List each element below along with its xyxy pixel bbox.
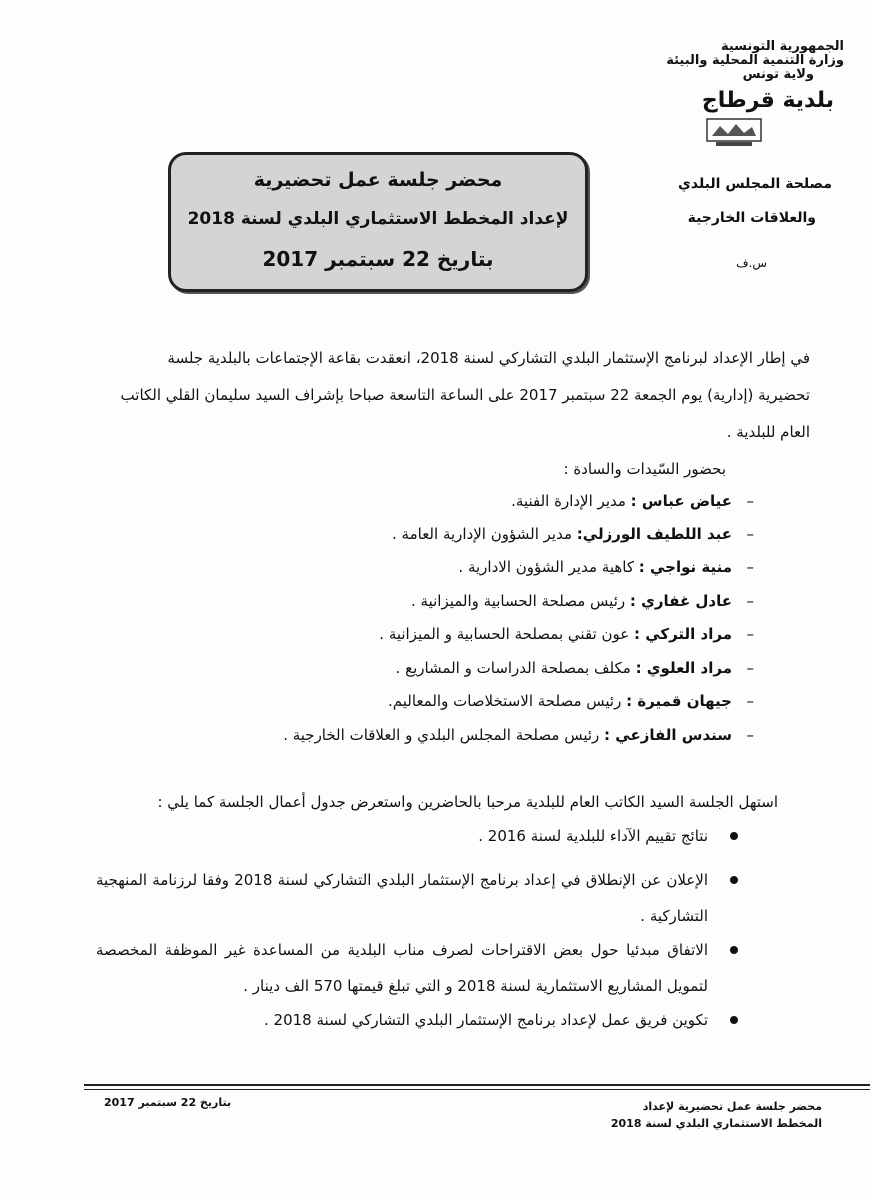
attendee-role: رئيس مصلحة المجلس البلدي و العلاقات الخارجية . [283,726,605,744]
agenda-item [96,818,708,854]
agenda-item [96,1002,708,1038]
attendee-row: –عبد اللطيف الورزلي: مدير الشؤون الإدارية العامة . [392,525,754,543]
reference-initials: س.ف [736,256,767,270]
agenda-intro: استهل الجلسة السيد الكاتب العام للبلدية مرحبا بالحاضرين واستعرض جدول أعمال الجلسة كما يلي : [157,793,778,811]
attendee-role: عون تقني بمصلحة الحسابية و الميزانية . [379,625,634,643]
attendee-role: مدير الشؤون الإدارية العامة . [392,525,577,543]
agenda-item-text: نتائج تقييم الآداء للبلدية لسنة 2016 . [478,827,708,845]
title-box [168,152,588,292]
footer-title-line-2: المخطط الاستثماري البلدي لسنة 2018 [610,1117,822,1130]
agenda-item-text: الإعلان عن الإنطلاق في إعداد برنامج الإستثمار البلدي التشاركي لسنة 2018 وفقا لرزنامة المنهجية التشاركية . [96,871,709,925]
footer-title-line-1: محضر جلسة عمل تحضيرية لإعداد [642,1100,822,1113]
attendee-name: عبد اللطيف الورزلي: [576,525,732,543]
footer-title [542,1098,822,1132]
bullet-icon [730,832,738,840]
attendee-name: مراد العلوي : [635,659,732,677]
attendee-row: –سندس الفازعي : رئيس مصلحة المجلس البلدي و العلاقات الخارجية . [283,726,754,744]
attendee-row: –عياض عباس : مدير الإدارة الفنية. [511,492,754,510]
bullet-icon [730,1016,738,1024]
attendee-name: سندس الفازعي : [604,726,732,744]
intro-paragraph [100,340,810,451]
agenda-item-text: تكوين فريق عمل لإعداد برنامج الإستثمار البلدي التشاركي لسنة 2018 . [264,1011,708,1029]
intro-line: تحضيرية (إدارية) يوم الجمعة 22 سبتمبر 2017 على الساعة التاسعة صباحا بإشراف السيد سليمان القلي الكاتب [120,386,810,404]
republic-label: الجمهورية التونسية [720,39,844,54]
attendee-name: عياض عباس : [630,492,732,510]
attendee-role: كاهية مدير الشؤون الادارية . [458,558,639,576]
bullet-icon [730,946,738,954]
attendee-role: رئيس مصلحة الحسابية والميزانية . [411,592,630,610]
title-line-2: لإعداد المخطط الاستثماري البلدي لسنة 2018 [187,209,569,229]
attendee-role: مدير الإدارة الفنية. [511,492,631,510]
attendee-row: –مراد العلوي : مكلف بمصلحة الدراسات و المشاريع . [395,659,754,677]
title-line-1: محضر جلسة عمل تحضيرية [253,169,503,191]
footer-divider [84,1084,870,1086]
agenda-item-text: الاتفاق مبدئيا حول بعض الاقتراحات لصرف مناب البلدية من المساعدة غير الموظفة المخصصة لتمويل المشاريع الاستثمارية لسنة 2018 و التي تبلغ قيمتها 570 الف دينار . [96,941,708,995]
attendee-row: –عادل غفاري : رئيس مصلحة الحسابية والميزانية . [411,592,754,610]
letterhead [584,40,844,114]
attendee-row: –مراد التركي : عون تقني بمصلحة الحسابية و الميزانية . [379,625,754,643]
governorate-label: ولاية تونس [742,67,814,82]
department-line-1: مصلحة المجلس البلدي [678,176,832,192]
footer-date: بتاريخ 22 سبتمبر 2017 [104,1096,232,1109]
attendee-name: جيهان قميرة : [626,692,732,710]
attendee-role: رئيس مصلحة الاستخلاصات والمعاليم. [388,692,627,710]
municipal-emblem-icon [706,118,762,148]
attendee-name: منية نواجي : [638,558,732,576]
municipality-label: بلدية قرطاج [701,88,834,113]
intro-line: في إطار الإعداد لبرنامج الإستثمار البلدي التشاركي لسنة 2018، انعقدت بقاعة الإجتماعات بالبلدية جلسة [167,349,810,367]
ministry-label: وزارة التنمية المحلية والبيئة [666,53,844,68]
agenda-item [96,862,708,934]
footer-divider-thin [84,1089,870,1090]
intro-line: العام للبلدية . [726,423,810,441]
department-line-2: والعلاقات الخارجية [687,210,816,226]
attendee-name: عادل غفاري : [629,592,732,610]
attendance-intro: بحضور السّيدات والسادة : [563,460,726,478]
agenda-item [96,932,708,1004]
attendee-role: مكلف بمصلحة الدراسات و المشاريع . [395,659,636,677]
attendee-name: مراد التركي : [633,625,732,643]
bullet-icon [730,876,738,884]
attendee-row: –جيهان قميرة : رئيس مصلحة الاستخلاصات والمعاليم. [388,692,754,710]
attendee-row: –منية نواجي : كاهية مدير الشؤون الادارية . [458,558,754,576]
title-line-3: بتاريخ 22 سبتمبر 2017 [262,247,494,271]
